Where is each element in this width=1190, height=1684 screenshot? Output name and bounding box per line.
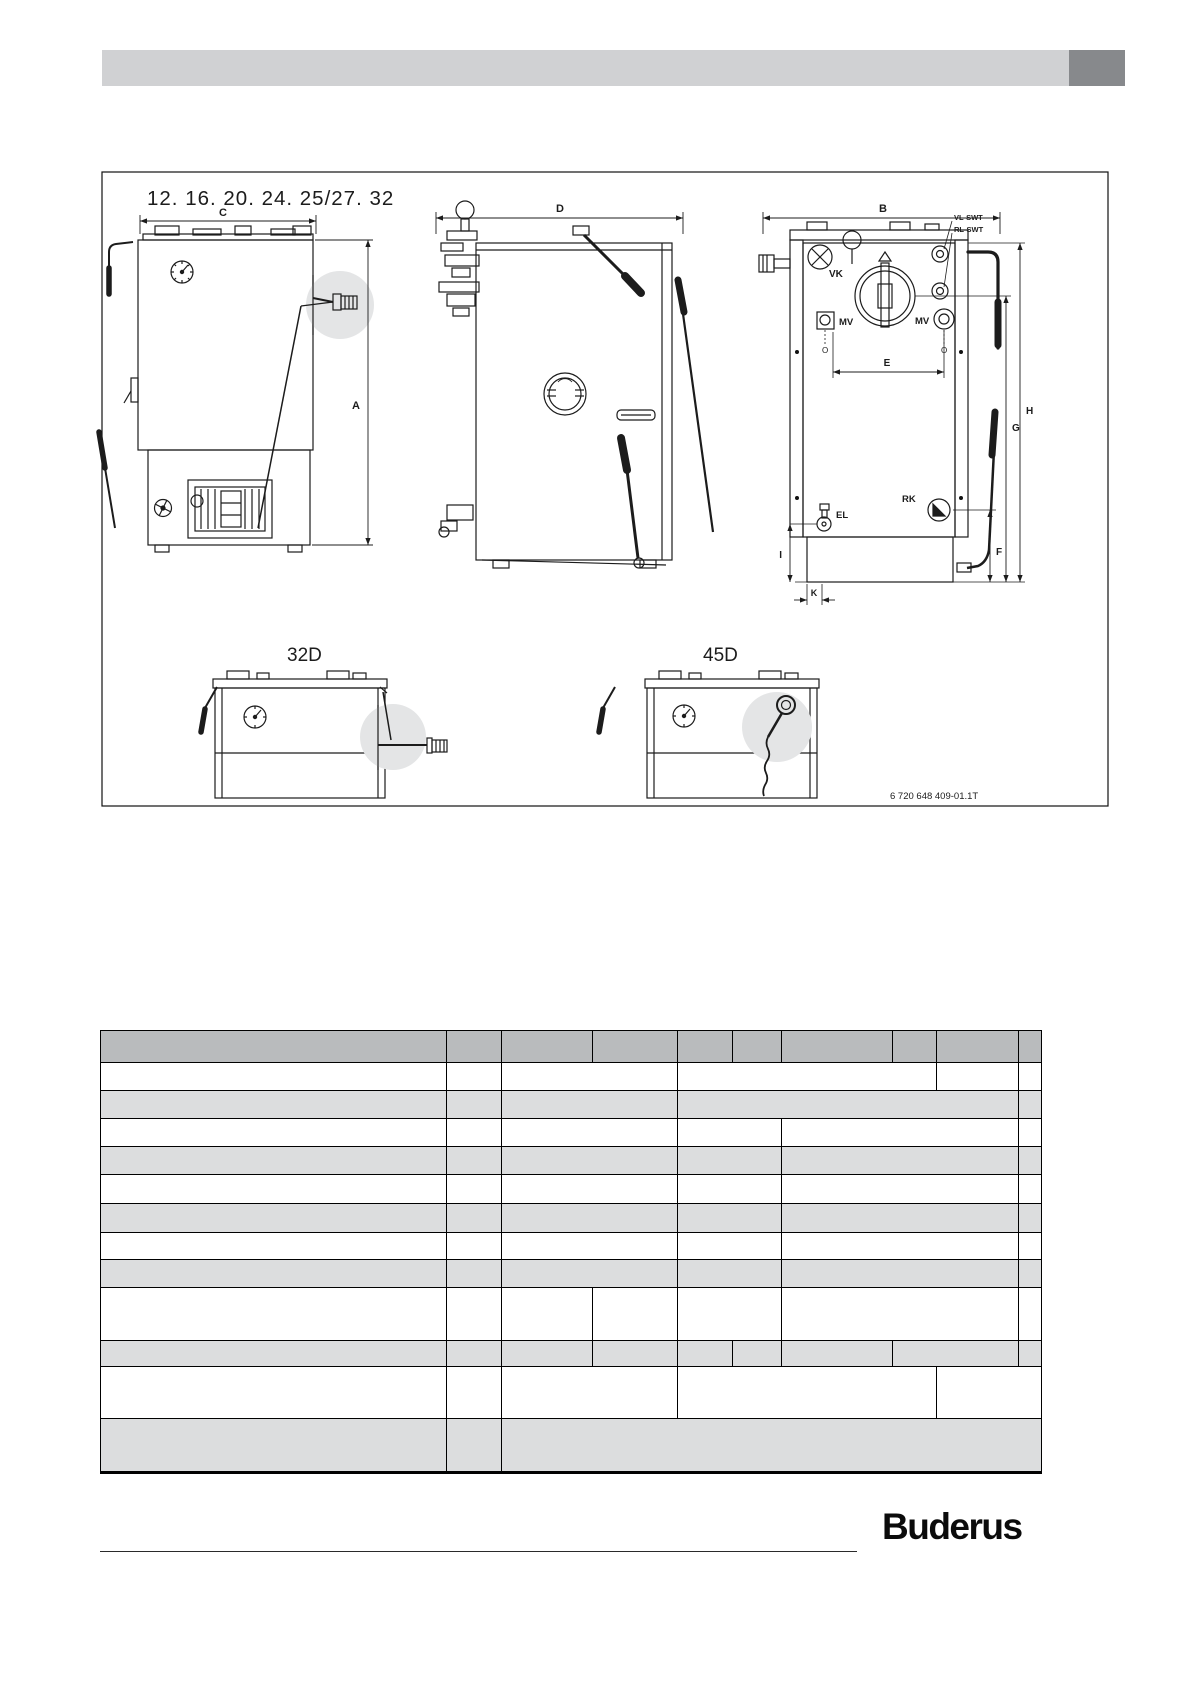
table-cell — [502, 1233, 678, 1259]
table-cell — [1019, 1175, 1041, 1203]
dim-g — [1006, 296, 1020, 582]
svg-text:O: O — [941, 346, 948, 355]
page-number-box — [1069, 50, 1125, 86]
cleaning-port — [544, 373, 586, 415]
table-cell — [447, 1063, 502, 1090]
table-cell — [1019, 1119, 1041, 1146]
svg-text:C: C — [219, 207, 227, 219]
grate-lever — [621, 438, 644, 568]
dim-e — [833, 330, 944, 378]
table-cell — [1019, 1260, 1041, 1287]
svg-text:EL: EL — [836, 510, 849, 521]
table-cell — [101, 1119, 447, 1146]
table-cell — [447, 1233, 502, 1259]
buderus-logo: Buderus — [882, 1506, 1022, 1547]
table-cell — [447, 1367, 502, 1418]
rear-long-handle — [957, 410, 996, 572]
top-heating-lever — [573, 226, 641, 293]
table-cell — [782, 1341, 893, 1366]
table-cell — [1019, 1063, 1041, 1090]
table-cell — [101, 1091, 447, 1118]
mv-right-port — [915, 309, 954, 355]
page-header-bar — [102, 50, 1069, 86]
table-cell — [678, 1119, 782, 1146]
mv-left-port — [817, 312, 854, 355]
table-header-cell — [1019, 1031, 1041, 1062]
table-cell — [782, 1288, 1019, 1340]
table-cell — [782, 1260, 1019, 1287]
table-header-cell — [893, 1031, 937, 1062]
table-cell — [502, 1288, 593, 1340]
fire-door — [188, 480, 272, 538]
table-cell — [502, 1119, 678, 1146]
table-cell — [678, 1147, 782, 1174]
drawing-number: 6 720 648 409-01.1T — [890, 791, 979, 802]
svg-text:H: H — [1026, 406, 1034, 417]
table-row — [101, 1288, 1041, 1341]
table-cell — [447, 1288, 502, 1340]
table-row — [101, 1419, 1041, 1471]
svg-text:D: D — [556, 203, 564, 215]
table-cell — [101, 1233, 447, 1259]
svg-text:RK: RK — [902, 494, 916, 505]
thermometer-gauge-icon — [673, 705, 695, 727]
table-cell — [1019, 1233, 1041, 1259]
table-cell — [502, 1419, 1041, 1471]
rk-port — [902, 494, 950, 521]
table-cell — [447, 1204, 502, 1232]
central-flange — [855, 252, 915, 327]
table-cell — [502, 1175, 678, 1203]
table-row — [101, 1147, 1041, 1175]
table-header-cell — [101, 1031, 447, 1062]
table-row — [101, 1091, 1041, 1119]
table-cell — [1019, 1288, 1041, 1340]
dim-f — [953, 510, 1002, 582]
front-view — [99, 187, 394, 552]
highlight-circle — [306, 271, 374, 339]
table-row — [101, 1260, 1041, 1288]
view-45d-label: 45D — [703, 645, 738, 666]
dim-c — [140, 207, 316, 234]
table-row — [101, 1119, 1041, 1147]
flue-damper-pull-lever — [599, 687, 615, 732]
table-cell — [447, 1341, 502, 1366]
side-view — [436, 201, 713, 568]
table-cell — [101, 1260, 447, 1287]
table-row — [101, 1175, 1041, 1204]
table-cell — [447, 1091, 502, 1118]
table-header-row — [101, 1031, 1041, 1063]
table-cell — [101, 1175, 447, 1203]
table-cell — [101, 1063, 447, 1090]
table-cell — [678, 1091, 1019, 1118]
table-cell — [1019, 1147, 1041, 1174]
el-port — [817, 504, 848, 531]
table-cell — [1019, 1204, 1041, 1232]
svg-text:G: G — [1012, 423, 1020, 434]
table-cell — [782, 1119, 1019, 1146]
table-cell — [782, 1204, 1019, 1232]
table-cell — [1019, 1091, 1041, 1118]
table-cell — [101, 1419, 447, 1471]
table-cell — [447, 1260, 502, 1287]
table-row — [101, 1204, 1041, 1233]
svg-text:O: O — [822, 346, 829, 355]
table-cell — [101, 1367, 447, 1418]
spec-table — [100, 1030, 1042, 1474]
svg-text:MV: MV — [915, 316, 930, 327]
vl-swt-port — [932, 213, 983, 262]
side-drain-valve — [439, 505, 473, 537]
svg-text:K: K — [810, 588, 818, 598]
table-cell — [937, 1367, 1041, 1418]
table-cell — [502, 1091, 678, 1118]
table-header-cell — [782, 1031, 893, 1062]
table-cell — [1019, 1341, 1041, 1366]
table-cell — [593, 1288, 678, 1340]
table-header-cell — [447, 1031, 502, 1062]
table-cell — [101, 1341, 447, 1366]
table-row — [101, 1063, 1041, 1091]
thermometer-gauge-icon — [171, 261, 193, 283]
table-header-cell — [593, 1031, 678, 1062]
table-cell — [782, 1175, 1019, 1203]
table-cell — [937, 1063, 1019, 1090]
table-cell — [678, 1367, 937, 1418]
table-cell — [678, 1063, 937, 1090]
svg-text:B: B — [879, 203, 887, 215]
table-cell — [447, 1175, 502, 1203]
view-32d-label: 32D — [287, 645, 322, 666]
rear-view — [759, 203, 1033, 605]
table-cell — [502, 1063, 678, 1090]
table-cell — [502, 1260, 678, 1287]
svg-text:VL-SWT: VL-SWT — [954, 213, 983, 222]
svg-text:F: F — [996, 547, 1003, 558]
svg-text:A: A — [352, 400, 360, 412]
table-cell — [782, 1147, 1019, 1174]
table-cell — [678, 1175, 782, 1203]
svg-text:VK: VK — [829, 269, 843, 280]
flue-damper-pull-lever — [109, 242, 133, 294]
table-row — [101, 1367, 1041, 1419]
table-cell — [502, 1147, 678, 1174]
table-cell — [593, 1341, 678, 1366]
dim-d — [436, 203, 683, 234]
table-row — [101, 1233, 1041, 1260]
door-knob — [155, 500, 172, 517]
table-header-cell — [733, 1031, 782, 1062]
table-cell — [678, 1204, 782, 1232]
table-cell — [502, 1367, 678, 1418]
table-cell — [101, 1288, 447, 1340]
table-row — [101, 1341, 1041, 1367]
table-cell — [733, 1341, 782, 1366]
rear-bent-handle-top — [968, 252, 998, 348]
table-cell — [447, 1119, 502, 1146]
rear-drain-knob — [759, 255, 790, 272]
svg-text:I: I — [779, 550, 782, 561]
table-cell — [502, 1341, 593, 1366]
view-32d — [201, 645, 447, 798]
dim-h — [1020, 243, 1033, 582]
dim-k — [794, 584, 835, 605]
table-cell — [678, 1288, 782, 1340]
table-header-cell — [502, 1031, 593, 1062]
svg-text:E: E — [883, 358, 891, 369]
table-cell — [678, 1341, 733, 1366]
vk-port — [808, 245, 844, 280]
table-header-cell — [937, 1031, 1019, 1062]
svg-text:MV: MV — [839, 317, 854, 328]
table-cell — [782, 1233, 1019, 1259]
svg-text:RL-SWT: RL-SWT — [954, 225, 984, 234]
dimension-figure — [95, 160, 1110, 810]
table-cell — [893, 1341, 1019, 1366]
footer-rule — [100, 1551, 857, 1552]
table-cell — [678, 1233, 782, 1259]
thermometer-gauge-icon — [244, 706, 266, 728]
highlight-circle — [360, 704, 426, 770]
rear-handle-side — [678, 280, 713, 532]
table-cell — [502, 1204, 678, 1232]
table-cell — [678, 1260, 782, 1287]
figure-title: 12. 16. 20. 24. 25/27. 32 — [147, 187, 395, 210]
table-cell — [101, 1204, 447, 1232]
table-cell — [447, 1147, 502, 1174]
table-cell — [447, 1419, 502, 1471]
table-header-cell — [678, 1031, 733, 1062]
table-cell — [101, 1147, 447, 1174]
dim-i — [779, 524, 817, 582]
view-45d — [599, 645, 819, 798]
